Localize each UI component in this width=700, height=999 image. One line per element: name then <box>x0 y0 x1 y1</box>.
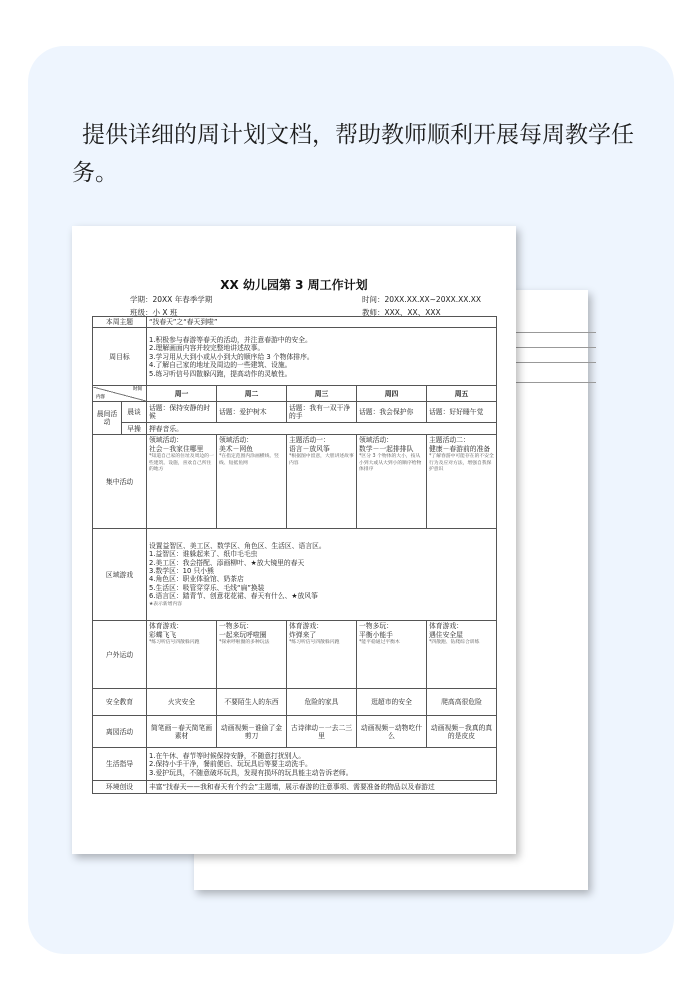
activity-type: 领域活动： <box>359 436 393 445</box>
goal-line: 4.了解自己家的地址及周边的一些建筑、设施。 <box>149 361 292 370</box>
outdoor-cell <box>217 621 287 689</box>
outdoor-label: 户外运动 <box>93 621 147 689</box>
goal-line: 3.学习用从大到小或从小到大的顺序给 3 个物体排序。 <box>149 352 314 361</box>
group-activity-label: 集中活动 <box>93 435 147 529</box>
life-guide-cell <box>147 748 497 781</box>
life-guide-label: 生活指导 <box>93 748 147 781</box>
morning-exercise-cell: 押春音乐。 <box>147 423 497 435</box>
area-game-cell <box>147 529 497 621</box>
morning-talk-cell: 话题：保持安静的时候 <box>147 402 217 423</box>
activity-type: 领域活动： <box>149 436 183 445</box>
life-line: 1.在午休、春节等时候保持安静，不随意打扰别人。 <box>149 751 306 760</box>
env-cell: 丰富“找春天——我和春天有个约会”主题墙，展示春游的注意事项、需要准备的物品以及春游过 <box>147 781 497 794</box>
time-text: 时间：20XX.XX.XX~20XX.XX.XX <box>362 295 482 304</box>
leave-cell: 动画视频－动物吃什么 <box>357 716 427 748</box>
semester-text: 学期：20XX 年春季学期 <box>130 295 213 304</box>
activity-note: *四散跑、钻爬综合训练 <box>429 640 480 646</box>
group-activity-cell <box>217 435 287 529</box>
area-line: 5.生活区：吸管穿穿乐、毛线“扁”换装 <box>149 583 265 592</box>
activity-name: 遇住安全屋 <box>429 630 463 639</box>
teacher-text: 教师：XXX、XX、XXX <box>362 308 441 317</box>
safety-cell: 逛超市的安全 <box>357 689 427 716</box>
life-line: 2.保持小手干净，餐前便后、玩玩具后等要主动洗手。 <box>149 760 312 769</box>
diagonal-header-cell <box>93 386 147 402</box>
theme-value: “找春天”之“春天到啦” <box>147 317 497 328</box>
activity-note: *知道自己家的住址及周边的一些建筑、设施，喜欢自己所住的地方 <box>149 454 214 473</box>
goals-cell <box>147 328 497 386</box>
day-header: 周二 <box>217 386 287 402</box>
diag-content-label: 内容 <box>96 395 105 401</box>
leave-cell: 古诗律动－一去二三里 <box>287 716 357 748</box>
goals-label: 周目标 <box>93 328 147 386</box>
activity-type: 一物多玩： <box>219 622 253 631</box>
headline-text: 提供详细的周计划文档，帮助教师顺利开展每周教学任务。 <box>72 122 634 186</box>
morning-talk-label: 晨谈 <box>122 402 147 423</box>
activity-name: 语言－放风筝 <box>289 444 330 453</box>
outdoor-cell <box>287 621 357 689</box>
leave-cell: 动画视频－谁偷了金剪刀 <box>217 716 287 748</box>
morning-label: 晨间活动 <box>93 402 122 435</box>
morning-talk-cell: 话题：我有一双干净的手 <box>287 402 357 423</box>
activity-note: *练习听信号四散躲闪跑 <box>289 640 340 646</box>
front-document-page <box>72 226 516 854</box>
area-legend-note: ★表示新增内容 <box>149 601 183 607</box>
group-activity-cell <box>287 435 357 529</box>
safety-cell: 火灾安全 <box>147 689 217 716</box>
safety-cell: 不要陌生人的东西 <box>217 689 287 716</box>
morning-talk-cell: 话题：爱护树木 <box>217 402 287 423</box>
activity-name: 美术－网鱼 <box>219 444 253 453</box>
leave-cell: 动画视频－我真的真的是皮皮 <box>427 716 497 748</box>
group-activity-cell <box>427 435 497 529</box>
activity-type: 体育游戏： <box>289 622 323 631</box>
group-activity-cell <box>147 435 217 529</box>
day-header: 周五 <box>427 386 497 402</box>
activity-note: *区分 3 个物体的大小，按从小到大或从大到小的顺序给物体排序 <box>359 454 422 473</box>
area-game-label: 区域游戏 <box>93 529 147 621</box>
activity-name: 健康－春游前的准备 <box>429 444 491 453</box>
activity-type: 体育游戏： <box>149 622 183 631</box>
class-text: 班级：小 X 班 <box>130 308 178 317</box>
morning-talk-cell: 话题：好好睡午觉 <box>427 402 497 423</box>
env-label: 环境创设 <box>93 781 147 794</box>
activity-type: 主题活动二： <box>429 436 470 445</box>
safety-cell: 爬高高很危险 <box>427 689 497 716</box>
group-activity-cell <box>357 435 427 529</box>
area-line: 6.语言区：踏青节、创意花花裙、春天有什么、★放风筝 <box>149 592 318 601</box>
activity-note: *了解春游中可能存在的不安全行为及应对方法，增强自我保护意识 <box>429 454 494 473</box>
theme-label: 本周主题 <box>93 317 147 328</box>
activity-note: *根据图中留意，大胆讲述故事内容 <box>289 454 354 466</box>
outdoor-cell <box>147 621 217 689</box>
activity-note: *探索呼啦圈的多种玩法 <box>219 640 270 646</box>
morning-talk-cell: 话题：我会保护你 <box>357 402 427 423</box>
safety-label: 安全教育 <box>93 689 147 716</box>
activity-type: 一物多玩： <box>359 622 393 631</box>
activity-name: 平衡小能手 <box>359 630 393 639</box>
area-line: 4.角色区：职业体验馆、奶茶店 <box>149 575 244 584</box>
morning-exercise-label: 早操 <box>122 423 147 435</box>
leave-label: 离园活动 <box>93 716 147 748</box>
area-line: 1.益智区：谁躲起来了、纸巾毛毛虫 <box>149 550 258 559</box>
outdoor-cell <box>357 621 427 689</box>
activity-name: 一起来玩呼啦圈 <box>219 630 267 639</box>
day-header: 周三 <box>287 386 357 402</box>
weekly-plan-table <box>92 316 497 794</box>
leave-cell: 简笔画－春天简笔画素材 <box>147 716 217 748</box>
activity-note: *能平稳通过平衡木 <box>359 640 400 646</box>
day-header: 周四 <box>357 386 427 402</box>
goal-line: 1.积极参与春游等春天的活动，并注意春游中的安全。 <box>149 335 312 344</box>
goal-line: 5.练习听信号四散躲闪跑，提高动作的灵敏性。 <box>149 369 292 378</box>
area-line: 2.美工区：我会搭配、添画柳叶、★放大镜里的春天 <box>149 558 305 567</box>
area-line: 设置益智区、美工区、数学区、角色区、生活区、语言区。 <box>149 541 326 550</box>
activity-name: 社会－我家住哪里 <box>149 444 204 453</box>
life-line: 3.爱护玩具，不随意破坏玩具，发现有损坏的玩具能主动告诉老师。 <box>149 768 353 777</box>
diag-time-label: 时间 <box>133 386 142 392</box>
outdoor-cell <box>427 621 497 689</box>
activity-name: 彩蝶飞飞 <box>149 630 177 639</box>
activity-name: 数学－一起排排队 <box>359 444 414 453</box>
activity-type: 体育游戏： <box>429 622 463 631</box>
safety-cell: 危险的家具 <box>287 689 357 716</box>
activity-type: 领域活动： <box>219 436 253 445</box>
day-header: 周一 <box>147 386 217 402</box>
doc-title: XX 幼儿园第 3 周工作计划 <box>220 278 368 292</box>
activity-name: 炸弹来了 <box>289 630 317 639</box>
activity-type: 主题活动一： <box>289 436 330 445</box>
area-line: 3.数学区：10 只小熊 <box>149 567 214 575</box>
activity-note: *练习听信号四散躲闪跑 <box>149 640 200 646</box>
goal-line: 2.理解画面内容并较完整地讲述故事。 <box>149 344 265 353</box>
activity-note: *在指定范围内涂画横线、竖线、短抵鱼网 <box>219 454 279 466</box>
